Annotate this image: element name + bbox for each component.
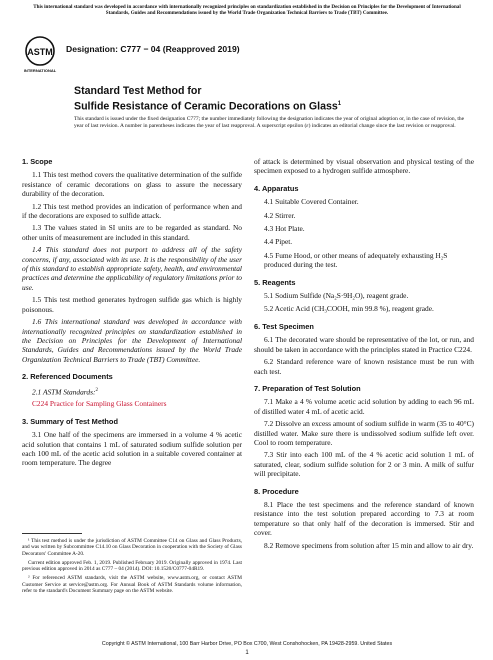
section-heading: 4. Apparatus (254, 183, 299, 193)
section-heading: 3. Summary of Test Method (22, 416, 118, 426)
section-heading: 2. Referenced Documents (22, 372, 113, 382)
title-line-2: Sulfide Resistance of Ceramic Decorations on Glass$^1$ (74, 100, 342, 113)
list-item: 4.5 Fume Hood, or other means of adequately exhausting H₂S produced during the test. (264, 250, 448, 270)
paragraph: 1.6 This international standard was developed in accordance with internationally recognized principles on standardization established in the Decision on Principles for the Development of International Standards, Guides and Recommendations issued by the World Trade Organization Technical Barriers to Trade (TBT) Committee. (22, 317, 242, 364)
reference-title[interactable]: Practice for Sampling Glass Containers (49, 399, 167, 409)
paragraph: 8.1 Place the test specimens and the reference standard of known resistance into the test solution prepared according to 7.3 at room temperature so that only half of the decoration is immersed. Stir and cover. (254, 499, 474, 538)
footnote: ¹ This test method is under the jurisdiction of ASTM Committee C14 on Glass and Glass Products, and was written by Subcommittee C14.10 on Glass Decoration in cooperation with the Society of Glass Decorators' Committee A-20. (22, 538, 242, 557)
footnote-divider (22, 533, 82, 534)
footnote: Current edition approved Feb. 1, 2019. Published February 2019. Originally approved in 1974. Last previous edition approved in 2014 as C777 – 04 (2014). DOI: 10.1520/C0777-04R19. (22, 559, 242, 573)
footnotes (22, 533, 242, 597)
paragraph: 3.1 One half of the specimens are immersed in a volume 4 % acetic acid solution that contains 1 mL of saturated sodium sulfide solution per each 100 mL of the acetic acid solution in a suitable covered container at room temperature. The degree (22, 430, 242, 468)
paragraph-continued: of attack is determined by visual observation and physical testing of the specimen exposed to a hydrogen sulfide atmosphere. (254, 157, 474, 176)
paragraph: 2.1 ASTM Standards:$^2$ (32, 387, 98, 396)
left-column (22, 157, 242, 476)
paragraph: 8.2 Remove specimens from solution after 15 min and allow to air dry. (264, 540, 474, 550)
section-heading: 1. Scope (22, 157, 53, 166)
paragraph: 6.2 Standard reference ware of known resistance must be run with each test. (254, 357, 474, 376)
title-line-1: Standard Test Method for (74, 85, 202, 97)
section-summary (22, 417, 242, 468)
list-item: 4.2 Stirrer. (264, 210, 296, 220)
section-heading: 7. Preparation of Test Solution (254, 383, 361, 393)
issuance-statement: This standard is issued under the fixed designation C777; the number immediately following the designation indicates the year of original adoption or, in the case of revision, the year of last revision. A number in parentheses indicates the year of last reapproval. A superscript epsilon (ε) indicates an editorial change since the last revision or reapproval. (74, 116, 465, 129)
paragraph: 1.2 This test method provides an indication of performance when and if the decorations are exposed to sulfide attack. (22, 201, 242, 221)
development-notice: This international standard was developed in accordance with internationally recognized principles on standardization established in the Decision on Principles for the Development of International Standards, Guides and Recommendations issued by the World Trade Organization Technical Barriers to Trade (TBT) Committee. (33, 4, 461, 17)
section-heading: 8. Procedure (254, 486, 299, 496)
section-procedure (254, 487, 474, 550)
paragraph: 7.1 Make a 4 % volume acetic acid solution by adding to each 96 mL of distilled water 4 mL of acetic acid. (254, 397, 474, 416)
list-item: 5.2 Acetic Acid (CH₃COOH, min 99.8 %), reagent grade. (264, 304, 434, 314)
title-footnote-mark: 1 (337, 101, 342, 107)
designation: Designation: C777 − 04 (Reapproved 2019) (66, 44, 240, 54)
section-reagents (254, 278, 474, 314)
copyright-line: Copyright © ASTM International, 100 Barr Harbor Drive, PO Box C700, West Conshohocken, PA 19428-2959. United States (101, 641, 393, 647)
reference-link[interactable] (32, 399, 242, 408)
section-referenced-documents (22, 372, 242, 409)
astm-logo (22, 35, 58, 75)
paragraph: 6.1 The decorated ware should be representative of the lot, or run, and should be taken in accordance with the principles stated in Practice C224. (254, 335, 474, 354)
paragraph: 1.1 This test method covers the qualitative determination of the sulfide resistance of ceramic decorations on glass to assure the necessary durability of the decoration. (22, 170, 242, 199)
document-title (74, 85, 341, 114)
right-column (254, 157, 474, 558)
section-apparatus (254, 184, 474, 270)
list-item: 4.1 Suitable Covered Container. (264, 197, 359, 207)
paragraph: 1.3 The values stated in SI units are to be regarded as standard. No other units of measurement are included in this standard. (22, 223, 242, 242)
footnote: ² For referenced ASTM standards, visit the ASTM website, www.astm.org, or contact ASTM Customer Service at service@astm.org. For Annual Book of ASTM Standards volume information, refer to the standard's Document Summary page on the ASTM website. (22, 575, 242, 595)
section-heading: 5. Reagents (254, 277, 296, 287)
section-preparation (254, 384, 474, 479)
reference-code[interactable]: C224 (32, 399, 49, 409)
logo-text: INTERNATIONAL (23, 68, 57, 73)
paragraph: 1.4 This standard does not purport to address all of the safety concerns, if any, associated with its use. It is the responsibility of the user of this standard to establish appropriate safety, health, and environmental practices and determine the applicability of regulatory limitations prior to use. (22, 245, 242, 292)
paragraph: 1.5 This test method generates hydrogen sulfide gas which is highly poisonous. (22, 295, 242, 314)
list-item: 4.4 Pipet. (264, 237, 293, 247)
svg-text:ASTM: ASTM (27, 47, 53, 57)
paragraph: 7.2 Dissolve an excess amount of sodium sulfide in warm (35 to 40°C) distilled water. Make sure there is undissolved sodium sulfide left over. Cool to room temperature. (254, 419, 474, 447)
list-item: 5.1 Sodium Sulfide (Na₂S·9H₂O), reagent grade. (264, 291, 409, 301)
page-number: 1 (245, 650, 249, 656)
page-footer (22, 641, 472, 656)
list-item: 4.3 Hot Plate. (264, 224, 305, 234)
section-test-specimen (254, 322, 474, 376)
section-scope (22, 157, 242, 364)
section-heading: 6. Test Specimen (254, 321, 314, 331)
paragraph: 7.3 Stir into each 100 mL of the 4 % acetic acid solution 1 mL of saturated, clear, sodium sulfide solution for 2 or 3 min. A milk of sulfur will precipitate. (254, 450, 474, 479)
